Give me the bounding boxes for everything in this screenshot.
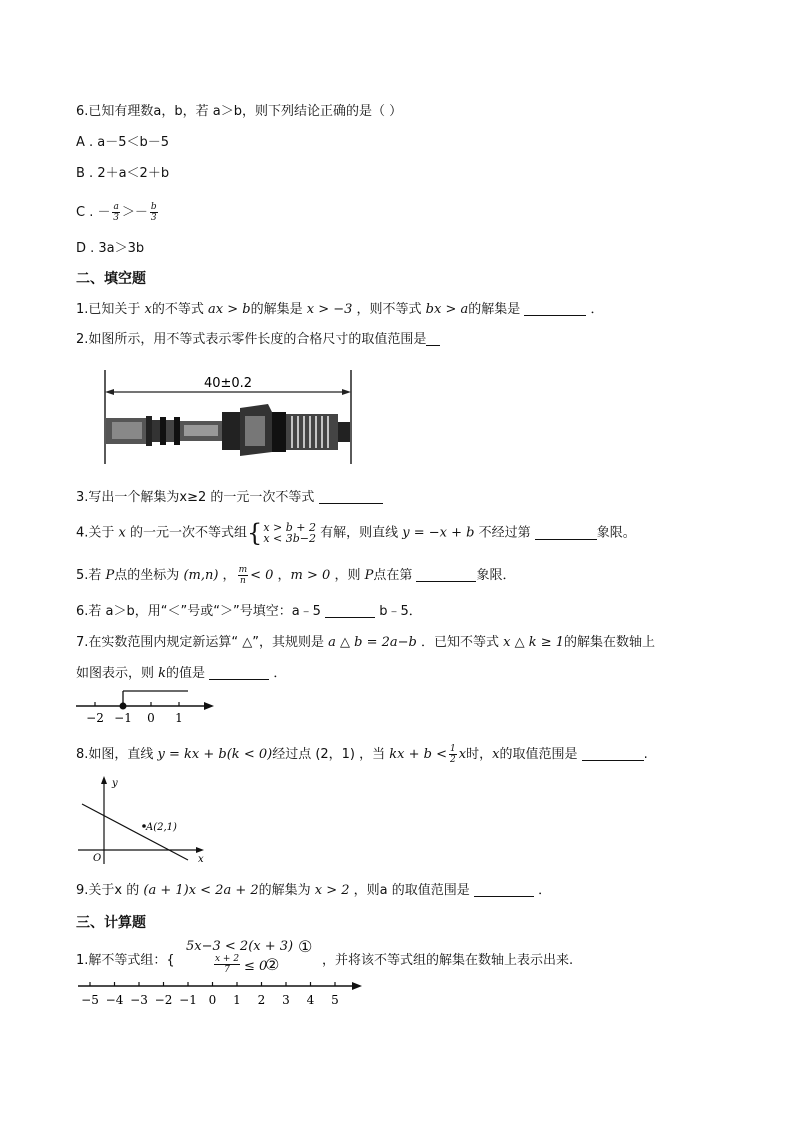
fill-question-3: 3.写出一个解集为x≥2 的一元一次不等式 <box>76 489 383 507</box>
section-3-title: 三、计算题 <box>76 915 146 931</box>
tick-label: −2 <box>154 993 173 1007</box>
y-axis-label: y <box>112 778 118 789</box>
number-line-calc-q1 <box>76 980 366 1010</box>
answer-blank[interactable] <box>325 603 375 618</box>
fill-question-7-line2: 如图表示，则 k的值是 ． <box>76 666 287 681</box>
fill-question-2: 2.如图所示，用不等式表示零件长度的合格尺寸的取值范围是 <box>76 331 440 349</box>
option-b: B . 2＋a＜2＋b <box>76 166 170 181</box>
tick-label: −3 <box>130 993 148 1007</box>
fill-question-4: 4.关于 x 的一元一次不等式组{ x > b + 2 x < 3b−2 有解，则直线 y = −x + b 不经过第 象限。 <box>76 519 636 547</box>
answer-blank[interactable] <box>524 301 586 316</box>
point-a-label: A(2,1) <box>146 822 177 833</box>
tick-label: −1 <box>179 993 197 1007</box>
fill-question-1: 1.已知关于 x的不等式 ax > b的解集是 x > −3 ，则不等式 bx > a的解集是 ． <box>76 302 604 317</box>
answer-blank[interactable] <box>426 331 440 346</box>
answer-blank[interactable] <box>474 882 534 897</box>
part-figure <box>100 368 358 466</box>
tick-label: 0 <box>208 993 217 1007</box>
answer-blank[interactable] <box>416 567 476 582</box>
question-6-stem: 6.已知有理数a，b，若 a＞b，则下列结论正确的是（ ） <box>76 104 403 119</box>
option-d: D . 3a＞3b <box>76 241 145 256</box>
tick-label: 0 <box>147 711 155 725</box>
tick-label: −4 <box>105 993 124 1007</box>
tick-label: 1 <box>175 711 183 725</box>
tick-label: 1 <box>233 993 241 1007</box>
fill-question-6: 6.若 a＞b，用“＜”号或“＞”号填空：a﹣5 b﹣5． <box>76 604 422 619</box>
answer-blank[interactable] <box>582 746 644 761</box>
fraction-a-over-3: $\frac{a}{3}$ <box>113 202 120 223</box>
tick-label: −5 <box>81 993 99 1007</box>
fill-question-8: 8.如图，直线 y = kx + b(k < 0)经过点 (2，1) ，当 kx + b < $\frac{1}{2}$ x时，x的取值范围是 . <box>76 744 648 765</box>
fill-question-7-line1: 7.在实数范围内规定新运算“ △”，其规则是 a △ b = 2a−b ．已知不等式 x △ k ≥ 1的解集在数轴上 <box>76 635 656 650</box>
tick-label: 5 <box>331 993 339 1007</box>
fraction-b-over-3: $\frac{b}{3}$ <box>150 202 157 223</box>
tick-label: 2 <box>257 993 266 1007</box>
fill-question-5: 5.若 P点的坐标为 (m,n) ， $\frac{m}{n}$ < 0 ，m > 0 ，则 P点在第 象限． <box>76 565 516 586</box>
tick-label: −2 <box>86 711 104 725</box>
answer-blank[interactable] <box>535 525 597 540</box>
origin-label: O <box>93 853 102 864</box>
tick-label: 3 <box>282 993 290 1007</box>
option-a: A . a－5＜b－5 <box>76 135 170 150</box>
dimension-label: 40±0.2 <box>203 376 253 391</box>
answer-blank[interactable] <box>319 489 383 504</box>
tick-label: 4 <box>306 993 315 1007</box>
section-2-title: 二、填空题 <box>76 271 146 287</box>
number-line-q7 <box>74 688 219 728</box>
line-graph-q8 <box>76 772 208 866</box>
fill-question-9: 9.关于x 的 (a + 1)x < 2a + 2的解集为 x > 2 ，则a 的取值范围是 ． <box>76 883 552 898</box>
answer-blank[interactable] <box>209 665 269 680</box>
option-c: C . － $\frac{a}{3}$ ＞－ $\frac{b}{3}$ <box>76 202 157 223</box>
tick-label: −1 <box>114 711 132 725</box>
x-axis-label: x <box>198 854 204 865</box>
